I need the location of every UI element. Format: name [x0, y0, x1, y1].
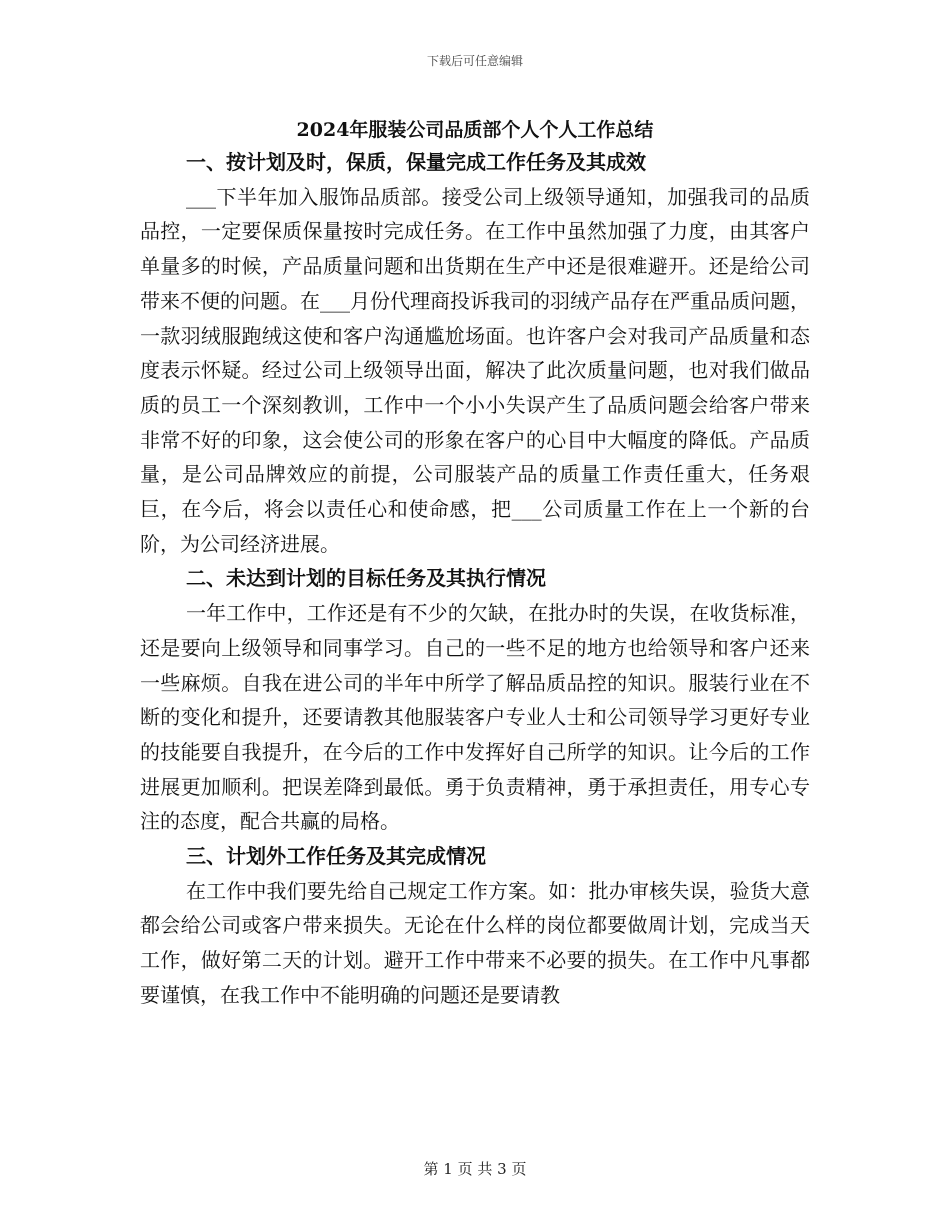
section-heading-3: 三、计划外工作任务及其完成情况 — [186, 844, 486, 869]
document-body — [140, 145, 810, 1013]
section-paragraph-1: ___下半年加入服饰品质部。接受公司上级领导通知，加强我司的品质品控，一定要保质保量按时完成任务。在工作中虽然加强了力度，由其客户单量多的时候，产品质量问题和出货期在生产中还是很难避开。还是给公司带来不便的问题。在___月份代理商投诉我司的羽绒产品存在严重品质问题，一款羽绒服跑绒这使和客户沟通尴尬场面。也许客户会对我司产品质量和态度表示怀疑。经过公司上级领导出面，解决了此次质量问题，也对我们做品质的员工一个深刻教训，工作中一个小小失误产生了品质问题会给客户带来非常不好的印象，这会使公司的形象在客户的心目中大幅度的降低。产品质量，是公司品牌效应的前提，公司服装产品的质量工作责任重大，任务艰巨，在今后，将会以责任心和使命感，把___公司质量工作在上一个新的台阶，为公司经济进展。 — [140, 184, 810, 556]
section-heading-1: 一、按计划及时，保质，保量完成工作任务及其成效 — [186, 150, 646, 174]
section-paragraph-2: 一年工作中，工作还是有不少的欠缺，在批办时的失误，在收货标准，还是要向上级领导和同事学习。自己的一些不足的地方也给领导和客户还来一些麻烦。自我在进公司的半年中所学了解品质品控的知识。服装行业在不断的变化和提升，还要请教其他服装客户专业人士和公司领导学习更好专业的技能要自我提升，在今后的工作中发挥好自己所学的知识。让今后的工作进展更加顺利。把误差降到最低。勇于负责精神，勇于承担责任，用专心专注的态度，配合共赢的局格。 — [140, 601, 810, 834]
section-paragraph-3: 在工作中我们要先给自己规定工作方案。如：批办审核失误，验货大意都会给公司或客户带来损失。无论在什么样的岗位都要做周计划，完成当天工作，做好第二天的计划。避开工作中带来不必要的损失。在工作中凡事都要谨慎，在我工作中不能明确的问题还是要请教 — [140, 878, 810, 1007]
page-number: 第 1 页 共 3 页 — [423, 1160, 527, 1178]
section-heading-2: 二、未达到计划的目标任务及其执行情况 — [186, 566, 546, 591]
header-note: 下载后可任意编辑 — [426, 54, 523, 68]
document-title: 2024年服装公司品质部个人个人工作总结 — [296, 119, 654, 141]
